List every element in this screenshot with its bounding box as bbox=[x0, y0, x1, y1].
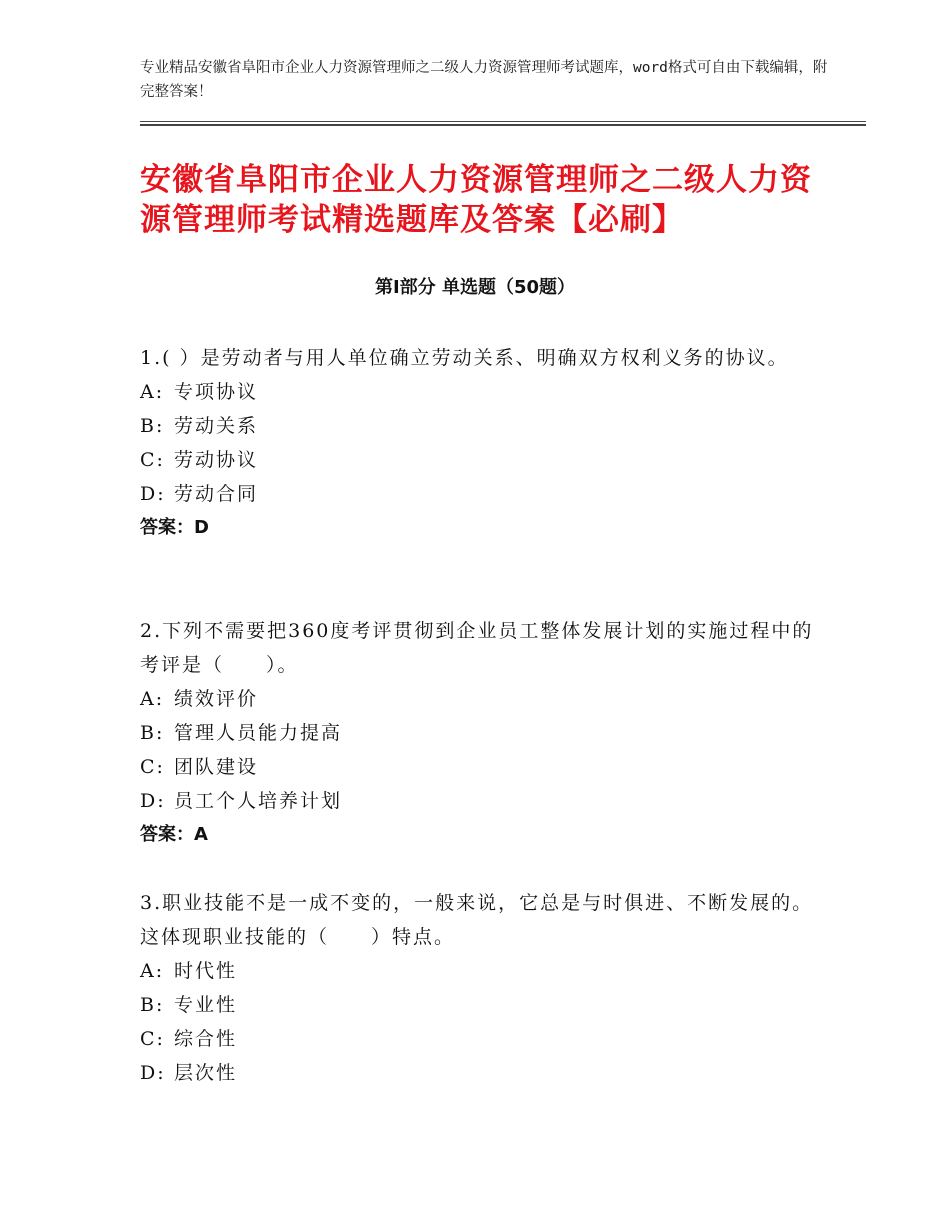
header-divider-thin bbox=[140, 121, 866, 122]
option-a bbox=[140, 954, 820, 988]
option-text: 团队建设 bbox=[174, 756, 259, 778]
section-title: 第Ⅰ部分 单选题（50题） bbox=[374, 277, 575, 298]
option-text: 专项协议 bbox=[174, 381, 259, 403]
option-text: 时代性 bbox=[174, 960, 238, 982]
option-c bbox=[140, 443, 820, 477]
option-text: 绩效评价 bbox=[174, 688, 259, 710]
option-key: C: bbox=[140, 449, 165, 471]
option-b bbox=[140, 716, 820, 750]
option-key: D: bbox=[140, 790, 166, 812]
question-stem: 1.( ）是劳动者与用人单位确立劳动关系、明确双方权利义务的协议。 bbox=[140, 347, 789, 369]
option-d bbox=[140, 477, 820, 511]
option-d bbox=[140, 784, 820, 818]
option-text: 综合性 bbox=[174, 1028, 238, 1050]
option-key: B: bbox=[140, 415, 165, 437]
option-key: B: bbox=[140, 994, 165, 1016]
question-3 bbox=[140, 886, 820, 1090]
option-key: B: bbox=[140, 722, 165, 744]
option-c bbox=[140, 750, 820, 784]
option-b bbox=[140, 409, 820, 443]
option-key: A: bbox=[140, 688, 165, 710]
header-note: 专业精品安徽省阜阳市企业人力资源管理师之二级人力资源管理师考试题库，word格式可自由下载编辑，附完整答案！ bbox=[140, 60, 828, 100]
option-a bbox=[140, 682, 820, 716]
option-a bbox=[140, 375, 820, 409]
document-title: 安徽省阜阳市企业人力资源管理师之二级人力资源管理师考试精选题库及答案【必刷】 bbox=[140, 162, 812, 238]
option-key: A: bbox=[140, 381, 165, 403]
option-key: C: bbox=[140, 1028, 165, 1050]
option-text: 劳动关系 bbox=[174, 415, 259, 437]
option-text: 劳动合同 bbox=[174, 483, 259, 505]
option-text: 员工个人培养计划 bbox=[174, 790, 343, 812]
option-text: 管理人员能力提高 bbox=[174, 722, 343, 744]
question-stem: 3.职业技能不是一成不变的，一般来说，它总是与时俱进、不断发展的。这体现职业技能的（ ）特点。 bbox=[140, 892, 814, 948]
option-text: 专业性 bbox=[174, 994, 238, 1016]
option-text: 层次性 bbox=[174, 1062, 238, 1084]
option-c bbox=[140, 1022, 820, 1056]
option-key: D: bbox=[140, 483, 166, 505]
question-2 bbox=[140, 614, 820, 852]
option-key: A: bbox=[140, 960, 165, 982]
option-text: 劳动协议 bbox=[174, 449, 259, 471]
answer-line: 答案：A bbox=[140, 824, 208, 845]
question-stem: 2.下列不需要把360度考评贯彻到企业员工整体发展计划的实施过程中的考评是（ ）。 bbox=[140, 620, 814, 676]
option-key: C: bbox=[140, 756, 165, 778]
header-divider-thick bbox=[140, 124, 866, 126]
option-b bbox=[140, 988, 820, 1022]
question-1 bbox=[140, 341, 820, 545]
answer-line: 答案：D bbox=[140, 517, 209, 538]
option-d bbox=[140, 1056, 820, 1090]
option-key: D: bbox=[140, 1062, 166, 1084]
